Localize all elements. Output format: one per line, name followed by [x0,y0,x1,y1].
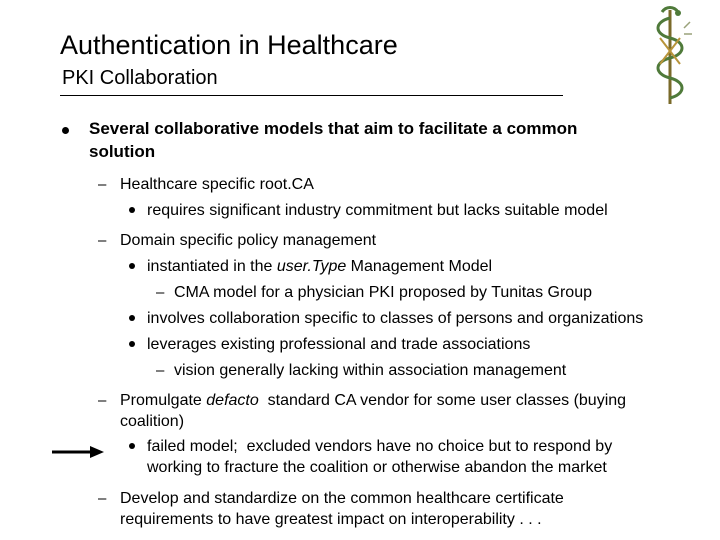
bullet-dot [129,263,135,269]
dash-marker: – [98,392,107,409]
bullet-dot [129,207,135,213]
slide-title: Authentication in Healthcare [60,30,398,60]
sub-sub-bullet-text: working to fracture the coalition or otherwise abandon the market [147,459,607,476]
sub-bullet-text: Healthcare specific root.CA [120,176,314,193]
text-segment: Promulgate [120,392,207,409]
dash-marker: – [98,490,107,507]
sub-bullet-text: requirements to have greatest impact on interoperability . . . [120,511,542,528]
dash-marker: – [98,176,107,193]
bullet-text: solution [89,142,156,161]
slide-subtitle: PKI Collaboration [62,67,218,89]
sub-sub-bullet-text: leverages existing professional and trade associations [147,336,531,353]
bullet-text: Several collaborative models that aim to facilitate a common [89,119,578,138]
level4-text: vision generally lacking within association management [174,362,567,379]
dash-marker: – [156,362,165,379]
caduceus-icon [640,4,700,106]
emphasized-text: defacto [206,392,259,409]
arrow-right-icon [52,444,104,460]
sub-sub-bullet-text: failed model; excluded vendors have no choice but to respond by [147,438,613,455]
bullet-dot [129,443,135,449]
emphasized-text: user.Type [276,258,347,275]
bullet-dot [129,315,135,321]
sub-bullet-text: Develop and standardize on the common healthcare certificate [120,490,564,507]
dash-marker: – [156,284,165,301]
title-divider [60,95,563,96]
bullet-dot [129,341,135,347]
bullet-dot [62,127,69,134]
sub-sub-bullet-text: involves collaboration specific to classes of persons and organizations [147,310,644,327]
sub-bullet-text: coalition) [120,413,185,430]
sub-sub-bullet-text [147,256,492,277]
text-segment: Management Model [346,258,493,275]
level4-text: CMA model for a physician PKI proposed by Tunitas Group [174,284,592,301]
sub-bullet-text [120,390,626,411]
dash-marker: – [98,232,107,249]
sub-sub-bullet-text: requires significant industry commitment but lacks suitable model [147,202,608,219]
text-segment: instantiated in the [147,258,277,275]
sub-bullet-text: Domain specific policy management [120,232,377,249]
text-segment: standard CA vendor for some user classes (buying [258,392,627,409]
